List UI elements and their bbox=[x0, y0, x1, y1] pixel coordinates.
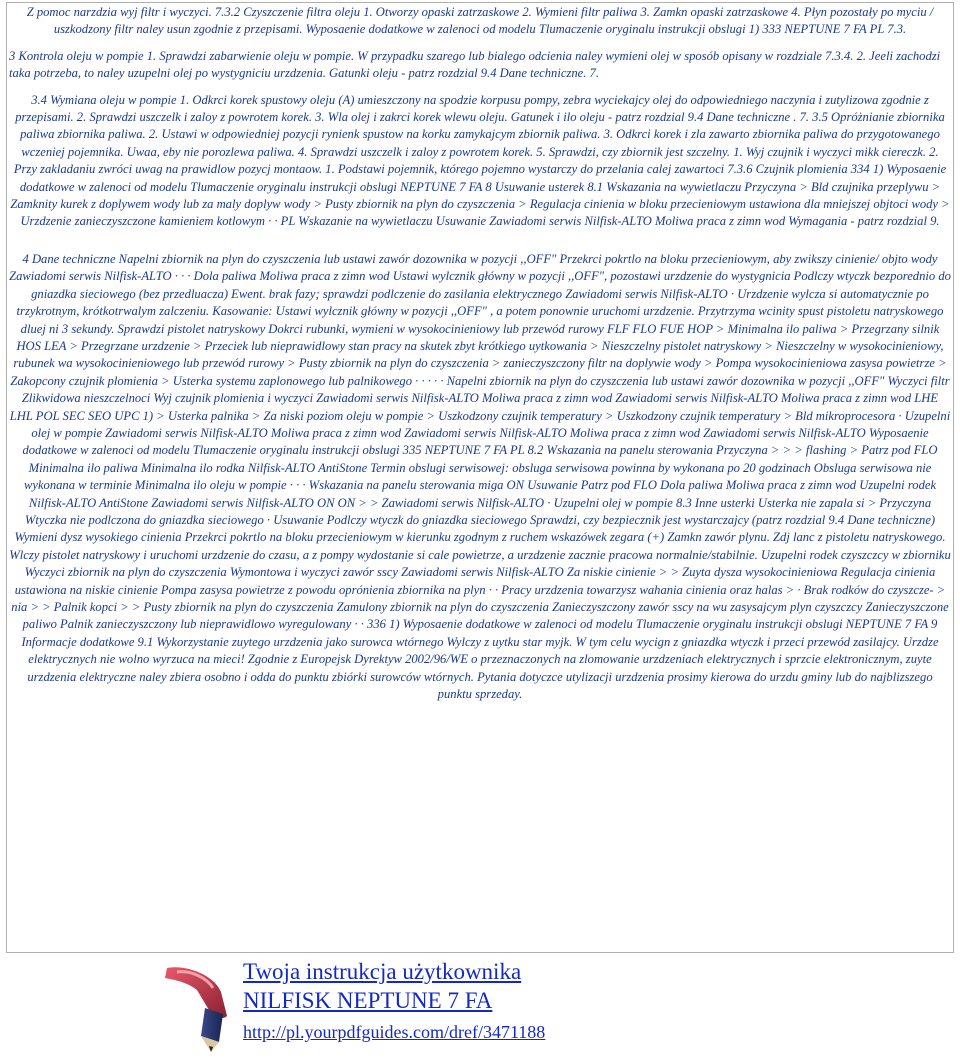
paragraph-oil-check: 3 Kontrola oleju w pompie 1. Sprawdzi zabarwienie oleju w pompie. W przypadku szarego lub bialego odcienia naley wymieni olej w sposób opisany w rozdziale 7.3.4. 2. Jeeli zachodzi taka potrzeba, to naley uzupelni olej po wystygniciu urzdzenia. Gatunki oleju - patrz rozdzial 9.4 Dane techniczne. 7. bbox=[9, 48, 941, 81]
pencil-logo-icon bbox=[157, 958, 235, 1054]
footer bbox=[0, 955, 960, 1058]
paragraph-filter-cleaning: Z pomoc narzdzia wyj filtr i wyczyci. 7.3.2 Czyszczenie filtra oleju 1. Otworzy opaski zatrzaskowe 2. Wymieni filtr paliwa 3. Zamkn opaski zatrzaskowe 4. Płyn pozostały po myciu / uszkodzony filtr naley usun zgodnie z przepisami. Wyposaenie dodatkowe w zalenoci od modelu Tlumaczenie oryginalu instrukcji obslugi 1) 333 NEPTUNE 7 FA PL 7.3. bbox=[26, 5, 934, 37]
document-page bbox=[6, 2, 954, 953]
paragraph-technical-data-disposal: 4 Dane techniczne Napelni zbiornik na plyn do czyszczenia lub ustawi zawór dozownika w pozycji ,,OFF" Przekrci pokrtlo na bloku przecieniowym, aby zwikszy cinienie/ objto wody Zawiadomi serwis Nilfisk-ALTO · · · Dola paliwa Moliwa praca z zimn wod Ustawi wylcznik główny w pozycji ,,OFF", pozostawi urzdzenie do wystygnicia Podlczy wtyczk bezporednio do gniazdka sieciowego (bez przedluacza) Ewent. brak fazy; sprawdzi podlczenie do zasilania elektrycznego Zawiadomi serwis Nilfisk-ALTO · Urzdzenie wylcza si automatycznie po trzykrotnym, krótkotrwalym zalczeniu. Kasowanie: Ustawi wylcznik główny w pozycji ,,OFF" , a potem ponownie uruchomi urzdzenie. Przytrzyma wcinity spust pistoletu natryskowego dluej ni 3 sekundy. Sprawdzi pistolet natryskowy Dokrci rubunki, wymieni w wysokocinieniowy lub przewód rurowy FLF FLO FUE HOP > Minimalna ilo paliwa > Przegrzany silnik HOS LEA > Przegrzane urzdzenie > Przeciek lub nieprawidlowy stan pracy na skutek zbyt krótkiego uytkowania > Nieszczelny pistolet natryskowy > Nieszczelny w wysokocinieniowy, rubunek wa wysokocinieniowego lub przewód rurowy > Pusty zbiornik na plyn do czyszczenia > zanieczyszczony filtr na doplywie wody > Pompa wysokocinieniowa zasysa powietrze > Zakopcony czujnik plomienia > Usterka systemu zaplonowego lub palnikowego · · · · · Napelni zbiornik na plyn do czyszczenia lub ustawi zawór dozownika w pozycji ,,OFF" Wyczyci filtr Zlikwidowa nieszczelnoci Wyj czujnik plomienia i wyczyci Zawiadomi serwis Nilfisk-ALTO Moliwa praca z zimn wod Zawiadomi serwis Nilfisk-ALTO Moliwa praca z zimn wod LHE LHL POL SEC SEO UPC 1) > Usterka palnika > Za niski poziom oleju w pompie > Uszkodzony czujnik temperatury > Uszkodzony czujnik temperatury > Bld mikroprocesora · Uzupelni olej w pompie Zawiadomi serwis Nilfisk-ALTO Moliwa praca z zimn wod Zawiadomi serwis Nilfisk-ALTO Moliwa praca z zimn wod Zawiadomi serwis Nilfisk-ALTO Wyposaenie dodatkowe w zalenoci od modelu Tlumaczenie oryginalu instrukcji obslugi 335 NEPTUNE 7 FA PL 8.2 Wskazania na panelu sterowania Przyczyna > > > flashing > Patrz pod FLO Minimalna ilo paliwa Minimalna ilo rodka Nilfisk-ALTO AntiStone Termin obslugi serwisowej: obsluga serwisowa powinna by wykonana po 20 godzinach Obsluga serwisowa nie wykonana w terminie Minimalna ilo oleju w pompie · · · Wskazania na panelu sterowania miga ON Usuwanie Patrz pod FLO Dola paliwa Moliwa praca z zimn wod Uzupelni rodek Nilfisk-ALTO AntiStone Zawiadomi serwis Nilfisk-ALTO ON ON > > Zawiadomi serwis Nilfisk-ALTO · Uzupelni olej w pompie 8.3 Inne usterki Usterka nie zapala si > Przyczyna Wtyczka nie podlczona do gniazdka sieciowego · Usuwanie Podlczy wtyczk do gniazdka sieciowego Sprawdzi, czy bezpiecznik jest wystarczajcy (patrz rozdzial 9.4 Dane techniczne) Wymieni dysz wysokiego cinienia Przekrci pokrtlo na bloku przecieniowym w kierunku zgodnym z ruchem wskazówek zegara (+) Zamkn zawór plynu. Zdj lanc z pistoletu natryskowego. Wlczy pistolet natryskowy i uruchomi urzdzenie do czasu, a z pompy wydostanie si cale powietrze, a urzdzenie zacznie pracowa normalnie/stabilnie. Uzupelni rodek czyszczcy w zbiorniku Wyczyci zbiornik na plyn do czyszczenia Wymontowa i wyczyci zawór sscy Zawiadomi serwis Nilfisk-ALTO Za niskie cinienie > > Zuyta dysza wysokocinieniowa Regulacja cinienia ustawiona na niskie cinienie Pompa zasysa powietrze z powodu oprónienia zbiornika na plyn · · Pracy urzdzenia towarzysz wahania cinienia oraz halas > · Brak rodków do czyszcze- > nia > > Palnik kopci > > Pusty zbiornik na plyn do czyszczenia Zamulony zbiornik na plyn do czyszczenia Zanieczyszczony zawór sscy na wu zasysajcym plyn czyszczcy Zanieczyszczone paliwo Palnik zanieczyszczony lub nieprawidlowo wyregulowany · · 336 1) Wyposaenie dodatkowe w zalenoci od modelu Tlumaczenie oryginalu instrukcji obslugi NEPTUNE 7 FA 9 Informacje dodatkowe 9.1 Wykorzystanie zuytego urzdzenia jako surowca wtórnego Wylczy z uytku star myjk. W tym celu wycign z gniazdka wtyczk i przeci przewód zasilajcy. Urzdze elektrycznych nie wolno wyrzuca na mieci! Zgodnie z Europejsk Dyrektyw 2002/96/WE o przeznaczonych na zlomowanie urzdzeniach elektrycznych i sprzcie elektronicznym, zuyte urzdzenia elektryczne naley zbiera osobno i odda do punktu zbiórki surowców wtórnych. Pytania dotyczce utylizacji urzdzenia prosimy kierowa do urzdu gminy lub do najblizszego punktu sprzeday. bbox=[9, 251, 951, 702]
paragraph-oil-change-troubleshooting: 3.4 Wymiana oleju w pompie 1. Odkrci korek spustowy oleju (A) umieszczony na spodzie korpusu pompy, zebra wyciekajcy olej do odpowiedniego naczynia i zutylizowa zgodnie z przepisami. 2. Sprawdzi uszczelk i zaloy z powrotem korek. 3. Wla olej i zakrci korek wlewu oleju. Gatunek i ilo oleju - patrz rozdzial 9.4 Dane techniczne . 7. 3.5 Opróżnianie zbiornika paliwa zbiornika paliwa. 2. Ustawi w odpowiedniej pozycji rynienk spustow na korku zamykajcym zbiornik paliwa. 3. Odkrci korek i zla zawarto zbiornika paliwa do przygotowanego wczeniej pojemnika. Uwaa, eby nie porozlewa paliwa. 4. Sprawdzi uszczelk i zaloy z powrotem korek. 5. Sprawdzi, czy zbiornik jest szczelny. 1. Wyj czujnik i wyczyci mikk ciereczk. 2. Przy zakladaniu zwróci uwag na prawidlow pozycj montaow. 1. Podstawi pojemnik, którego pojemno wystarczy do przelania calej zawartoci 7.3.6 Czujnik plomienia 334 1) Wyposaenie dodatkowe w zalenoci od modelu Tlumaczenie oryginalu instrukcji obslugi NEPTUNE 7 FA 8 Usuwanie usterek 8.1 Wskazania na wywietlaczu Przyczyna > Bld czujnika przeplywu > Zamknity kurek z doplywem wody lub za maly doplyw wody > Pusty zbiornik na plyn do czyszczenia > Regulacja cinienia w bloku przecieniowym ustawiona dla mniejszej objtoci wody > Urzdzenie zanieczyszczone kamieniem kotlowym · · PL Wskazanie na wywietlaczu Usuwanie Zawiadomi serwis Nilfisk-ALTO Moliwa praca z zimn wod Wymagania - patrz rozdzial 9. bbox=[10, 92, 950, 229]
guide-url-link[interactable]: http://pl.yourpdfguides.com/dref/3471188 bbox=[243, 1022, 546, 1042]
product-name-link[interactable]: NILFISK NEPTUNE 7 FA bbox=[243, 988, 493, 1013]
manual-title-link[interactable]: Twoja instrukcja użytkownika bbox=[243, 959, 522, 984]
